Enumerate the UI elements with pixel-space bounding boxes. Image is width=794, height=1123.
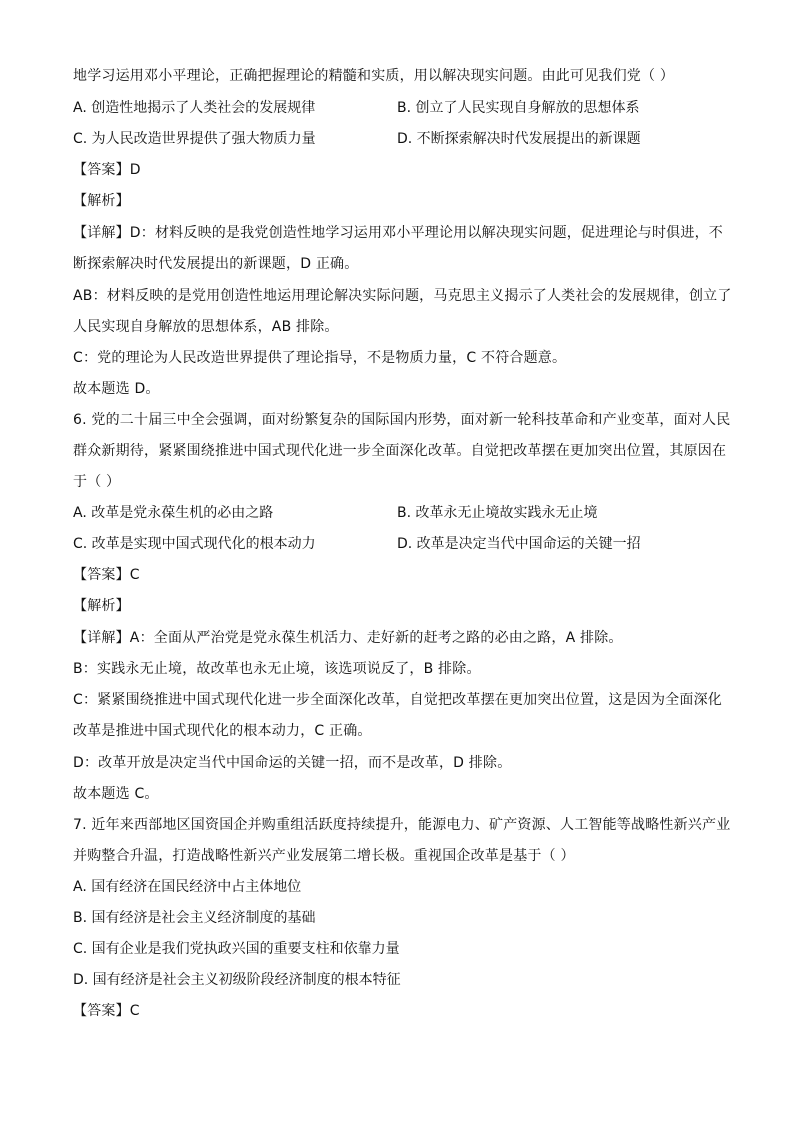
- q6-detail-line-3: C：紧紧围绕推进中国式现代化进一步全面深化改革，自觉把改革摆在更加突出位置，这是因为全面深化: [73, 692, 722, 708]
- q6-analysis-label: 【解析】: [73, 598, 130, 614]
- q5-detail-line-2: 断探索解决时代发展提出的新课题，D 正确。: [73, 256, 359, 272]
- q7-option-a: A. 国有经济在国民经济中占主体地位: [73, 879, 302, 895]
- q5-detail-line-6: 故本题选 D。: [73, 381, 160, 397]
- q5-option-d: D. 不断探索解决时代发展提出的新课题: [397, 131, 641, 147]
- q6-stem-line-1: 6. 党的二十届三中全会强调，面对纷繁复杂的国际国内形势，面对新一轮科技革命和产业变革，面对人民: [73, 412, 731, 428]
- q7-stem-line-2: 并购整合升温，打造战略性新兴产业发展第二增长极。重视国企改革是基于（ ）: [73, 848, 575, 864]
- q5-analysis-label: 【解析】: [73, 193, 130, 209]
- q6-stem-line-3: 于（ ）: [73, 474, 121, 490]
- q7-stem-line-1: 7. 近年来西部地区国资国企并购重组活跃度持续提升，能源电力、矿产资源、人工智能等战略性新兴产业: [73, 817, 731, 833]
- q6-detail-line-4: 改革是推进中国式现代化的根本动力，C 正确。: [73, 723, 372, 739]
- q7-answer: 【答案】C: [73, 1003, 140, 1019]
- q6-answer: 【答案】C: [73, 567, 140, 583]
- q6-option-a: A. 改革是党永葆生机的必由之路: [73, 505, 274, 521]
- q6-detail-line-5: D：改革开放是决定当代中国命运的关键一招，而不是改革，D 排除。: [73, 755, 512, 771]
- q5-option-c: C. 为人民改造世界提供了强大物质力量: [73, 131, 316, 147]
- q5-option-a: A. 创造性地揭示了人类社会的发展规律: [73, 100, 316, 116]
- q6-option-c: C. 改革是实现中国式现代化的根本动力: [73, 536, 316, 552]
- q5-stem-tail: 地学习运用邓小平理论，正确把握理论的精髓和实质，用以解决现实问题。由此可见我们党（ ）: [73, 68, 675, 84]
- q5-answer: 【答案】D: [73, 162, 141, 178]
- q5-detail-line-4: 人民实现自身解放的思想体系，AB 排除。: [73, 319, 339, 335]
- q6-detail-line-2: B：实践永无止境，故改革也永无止境，该选项说反了，B 排除。: [73, 661, 481, 677]
- q5-detail-line-5: C：党的理论为人民改造世界提供了理论指导，不是物质力量，C 不符合题意。: [73, 350, 567, 366]
- q5-option-b: B. 创立了人民实现自身解放的思想体系: [397, 100, 640, 116]
- q6-option-b: B. 改革永无止境故实践永无止境: [397, 505, 598, 521]
- q5-detail-line-3: AB：材料反映的是党用创造性地运用理论解决实际问题，马克思主义揭示了人类社会的发展规律，创立了: [73, 288, 732, 304]
- q7-option-d: D. 国有经济是社会主义初级阶段经济制度的根本特征: [73, 972, 401, 988]
- q7-option-b: B. 国有经济是社会主义经济制度的基础: [73, 910, 316, 926]
- q5-detail-line-1: 【详解】D：材料反映的是我党创造性地学习运用邓小平理论用以解决现实问题，促进理论与时俱进，不: [73, 225, 723, 241]
- q6-detail-line-6: 故本题选 C。: [73, 786, 159, 802]
- q7-option-c: C. 国有企业是我们党执政兴国的重要支柱和依靠力量: [73, 941, 400, 957]
- q6-detail-line-1: 【详解】A：全面从严治党是党永葆生机活力、走好新的赶考之路的必由之路，A 排除。: [73, 630, 623, 646]
- q6-option-d: D. 改革是决定当代中国命运的关键一招: [397, 536, 641, 552]
- q6-stem-line-2: 群众新期待，紧紧围绕推进中国式现代化进一步全面深化改革。自觉把改革摆在更加突出位置，其原因在: [73, 443, 727, 459]
